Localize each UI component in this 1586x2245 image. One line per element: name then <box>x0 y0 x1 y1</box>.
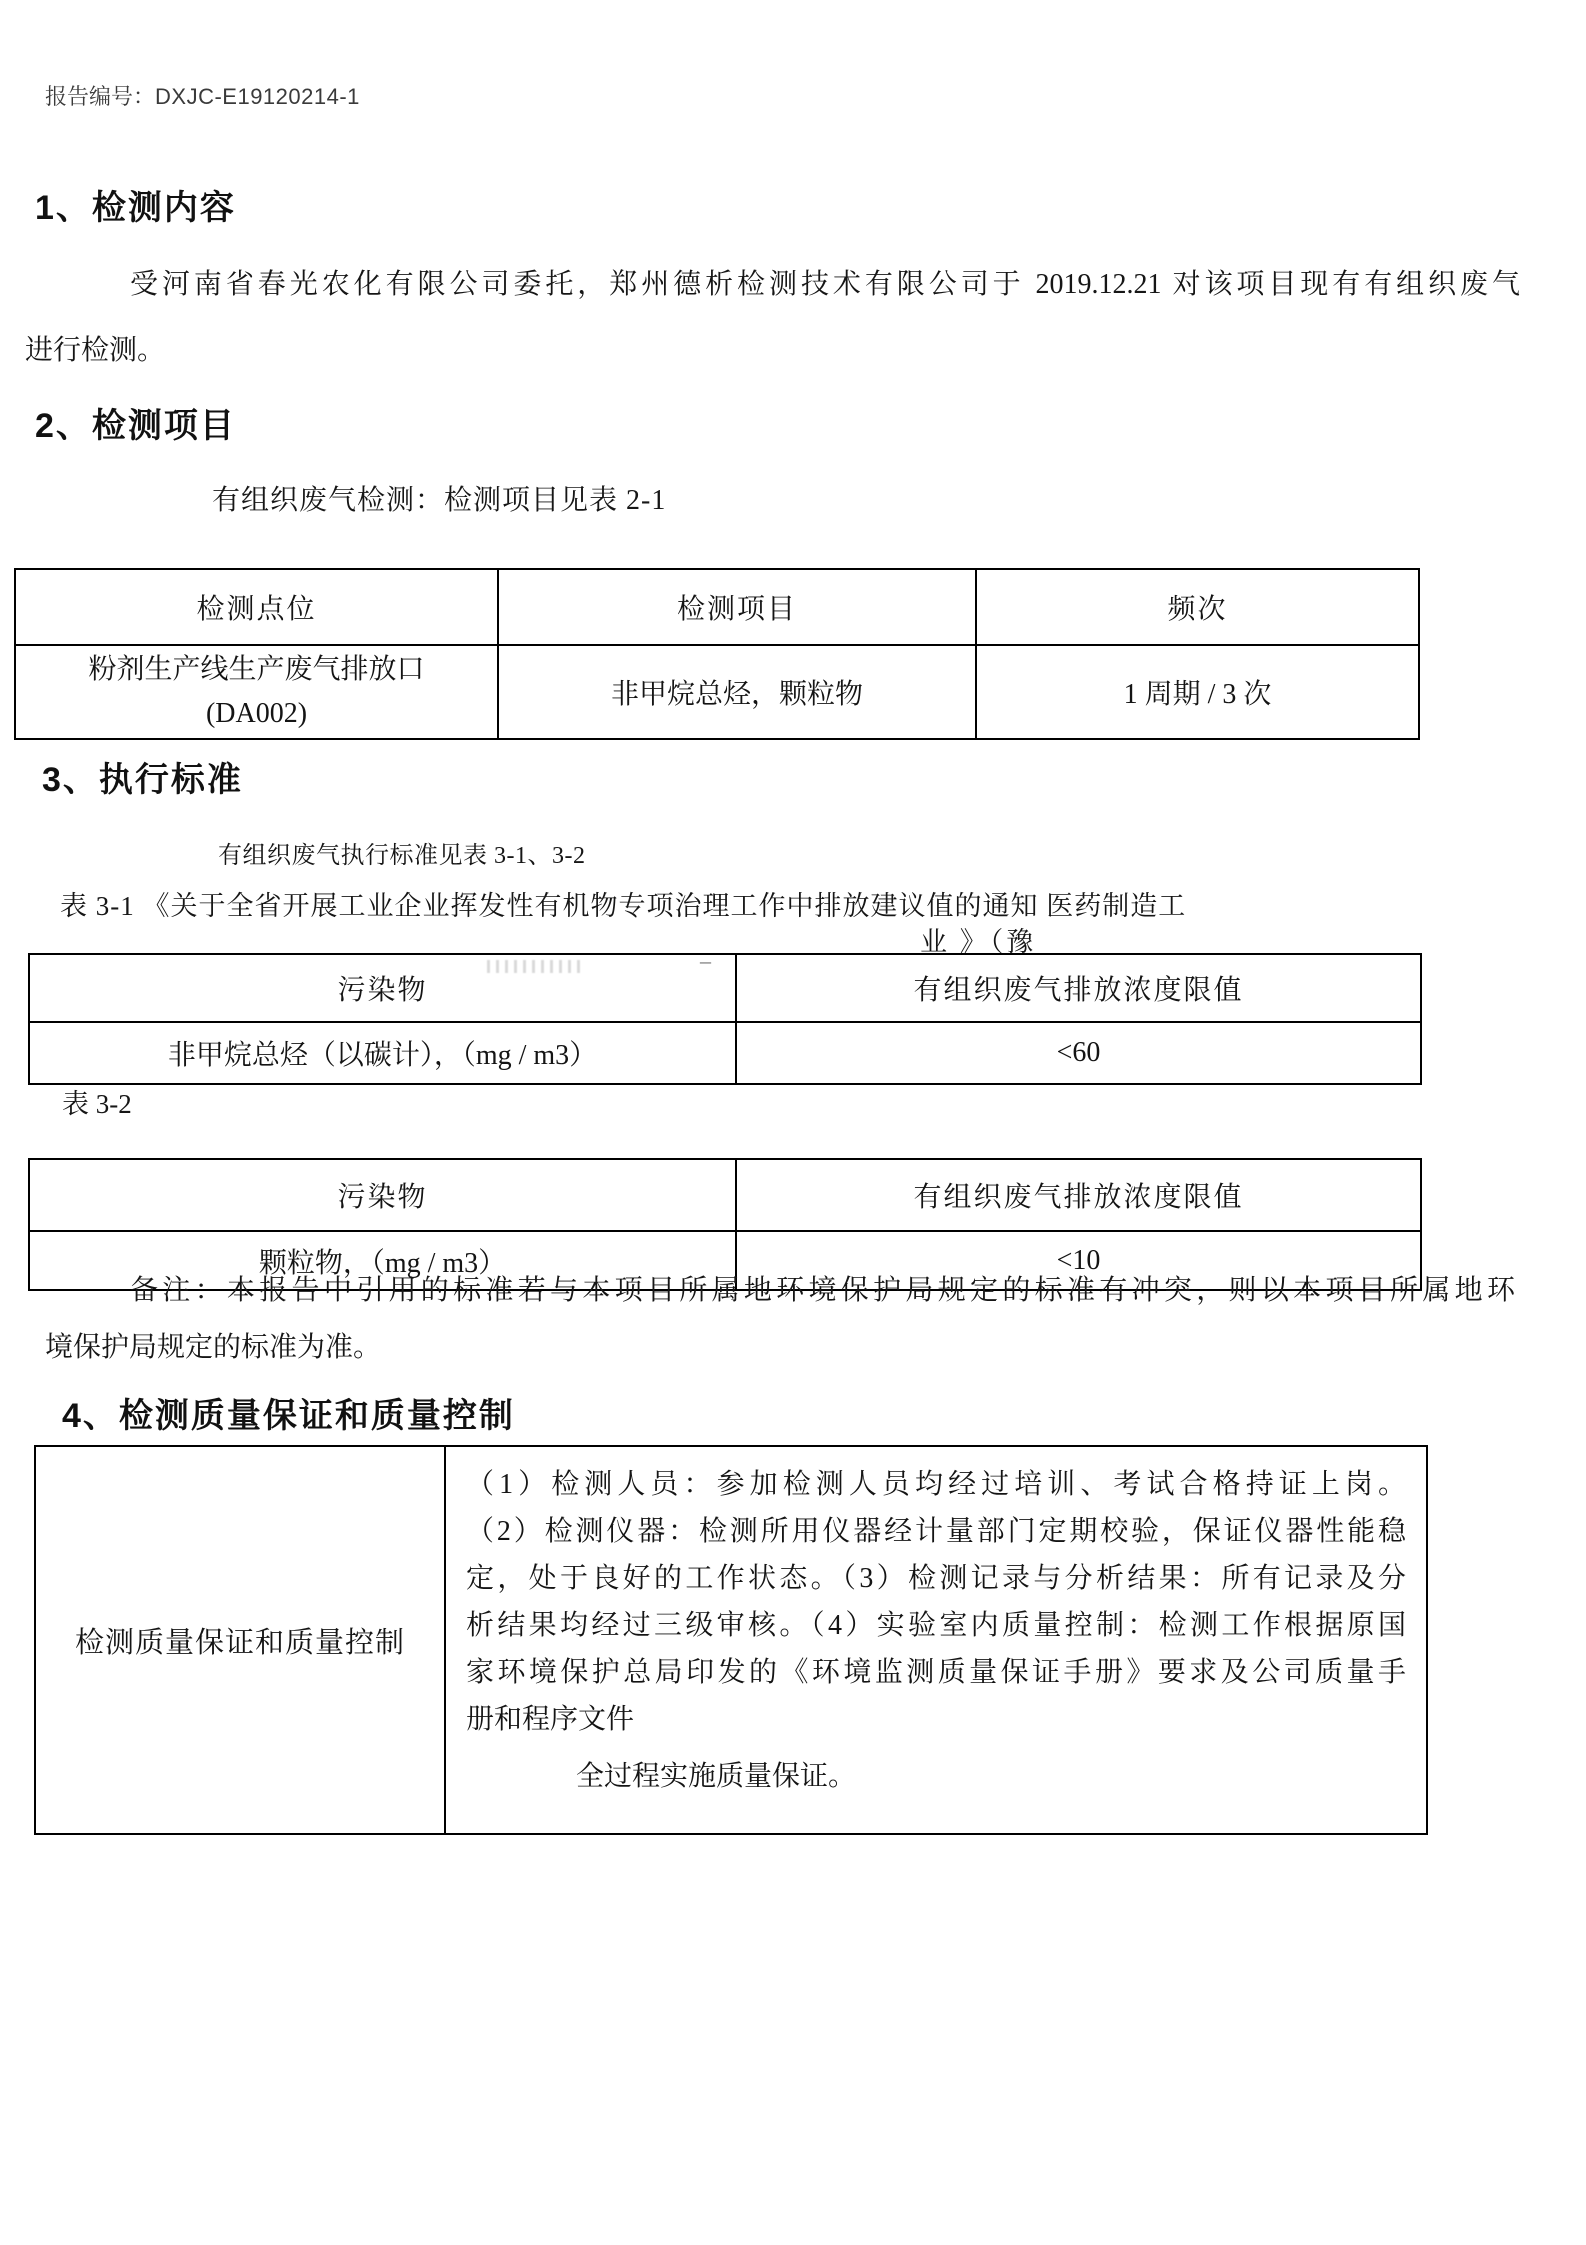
table-3-1-caption-line1: 表 3-1 《关于全省开展工业企业挥发性有机物专项治理工作中排放建议值的通知 医药制造工 <box>60 891 1187 921</box>
section1-heading: 1、检测内容 <box>35 189 236 227</box>
table-3-1-cell-limit: <60 <box>736 1022 1421 1084</box>
table-2-1-header-row <box>15 569 1419 645</box>
qa-line-4: 析结果均经过三级审核。（4）实验室内质量控制：检测工作根据原国 <box>466 1610 1406 1641</box>
table-3-2-cell-pollutant: 颗粒物，（mg / m3） <box>29 1231 736 1290</box>
table-2-1-cell-items: 非甲烷总烃，颗粒物 <box>498 645 976 739</box>
table-4 <box>34 1445 1428 1835</box>
standards-note-line2: 境保护局规定的标准为准。 <box>45 1332 382 1363</box>
table-2-1 <box>14 568 1420 740</box>
section1-paragraph-line1: 受河南省春光农化有限公司委托，郑州德析检测技术有限公司于 2019.12.21 对该项目现有有组织废气 <box>130 269 1520 300</box>
table-3-2-header-pollutant: 污染物 <box>29 1159 736 1231</box>
table-3-1-data-row <box>29 1022 1421 1084</box>
table-3-1 <box>28 953 1422 1085</box>
report-number-value: DXJC-E19120214-1 <box>155 84 360 109</box>
table-3-2-cell-limit: <10 <box>736 1231 1421 1290</box>
report-number-label: 报告编号： <box>45 84 156 109</box>
qa-line-5: 家环境保护总局印发的《环境监测质量保证手册》要求及公司质量手 <box>466 1657 1406 1688</box>
table-3-1-header-limit: 有组织废气排放浓度限值 <box>736 954 1421 1022</box>
table-4-row <box>35 1446 1427 1834</box>
section2-heading: 2、检测项目 <box>35 407 236 445</box>
qa-line-7: 全过程实施质量保证。 <box>576 1761 857 1792</box>
standards-note-line1: 备注：本报告中引用的标准若与本项目所属地环境保护局规定的标准有冲突，则以本项目所属地环 <box>130 1275 1515 1306</box>
table-2-1-cell-point <box>15 645 498 739</box>
table-4-content-cell <box>445 1446 1427 1834</box>
table-2-1-header-point: 检测点位 <box>15 569 498 645</box>
table-3-1-cell-pollutant: 非甲烷总烃（以碳计），（mg / m3） <box>29 1022 736 1084</box>
table-3-2-caption: 表 3-2 <box>62 1089 132 1119</box>
section2-intro: 有组织废气检测：检测项目见表 2-1 <box>212 485 667 516</box>
table-2-1-point-line1: 粉剂生产线生产废气排放口 <box>88 654 425 685</box>
qa-line-3: 定，处于良好的工作状态。（3）检测记录与分析结果：所有记录及分 <box>466 1563 1406 1594</box>
standards-note <box>45 1262 1515 1376</box>
section1-paragraph <box>25 252 1520 384</box>
qa-line-1: （1）检测人员：参加检测人员均经过培训、考试合格持证上岗。 <box>466 1469 1406 1500</box>
table-4-label-cell: 检测质量保证和质量控制 <box>35 1446 445 1834</box>
table-3-2-header-row <box>29 1159 1421 1231</box>
qa-line-6: 册和程序文件 <box>466 1704 635 1735</box>
section3-heading: 3、执行标准 <box>42 761 243 799</box>
qa-line-2: （2）检测仪器：检测所用仪器经计量部门定期校验，保证仪器性能稳 <box>466 1516 1406 1547</box>
table-3-1-header-row <box>29 954 1421 1022</box>
section1-paragraph-line2: 进行检测。 <box>25 335 166 366</box>
print-artifact-dash: – <box>700 948 711 973</box>
section3-intro: 有组织废气执行标准见表 3-1、3-2 <box>218 843 586 869</box>
table-2-1-header-items: 检测项目 <box>498 569 976 645</box>
table-2-1-point-line2: (DA002) <box>205 698 308 729</box>
table-2-1-header-frequency: 频次 <box>976 569 1419 645</box>
table-2-1-cell-frequency: 1 周期 / 3 次 <box>976 645 1419 739</box>
table-3-1-header-pollutant: 污染物 <box>29 954 736 1022</box>
section4-heading: 4、检测质量保证和质量控制 <box>62 1397 515 1435</box>
table-3-1-caption-line2: 业 》（豫 <box>920 927 1037 957</box>
table-2-1-data-row <box>15 645 1419 739</box>
table-3-2-header-limit: 有组织废气排放浓度限值 <box>736 1159 1421 1231</box>
report-number-line <box>45 80 360 111</box>
